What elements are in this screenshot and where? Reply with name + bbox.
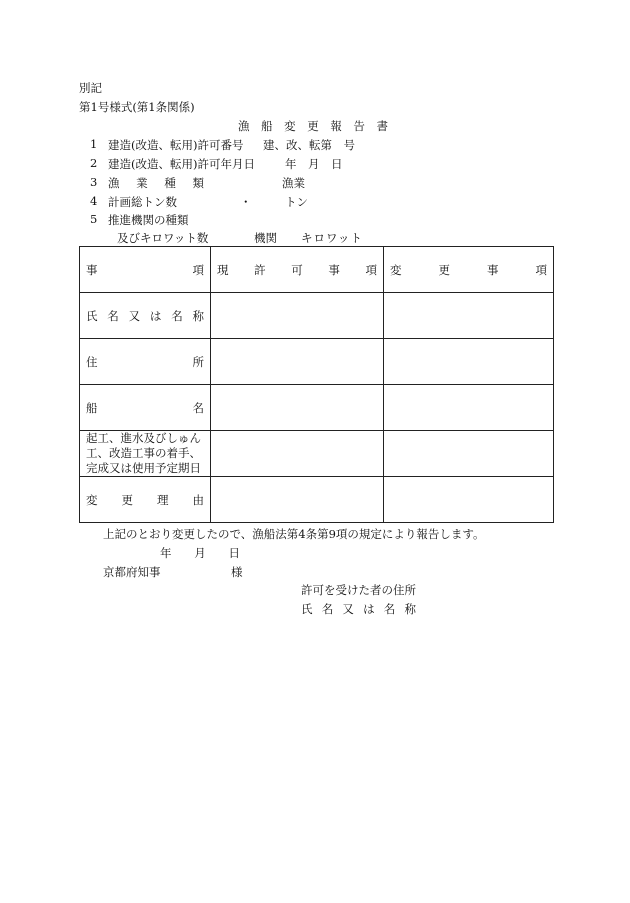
name-char: 氏 — [301, 602, 313, 616]
name-char: 又 — [342, 602, 354, 616]
change-cell[interactable] — [384, 431, 554, 477]
label-char: 名 — [107, 308, 119, 323]
applicant-name-label — [301, 601, 416, 617]
row-label-name — [80, 293, 211, 339]
table-row — [80, 339, 554, 385]
label-char: 又 — [128, 308, 141, 323]
header-char: 事 — [487, 262, 499, 277]
addressee: 京都府知事 — [103, 565, 161, 579]
title-char: 変 — [284, 119, 296, 133]
header-char: 現 — [217, 262, 229, 277]
item-number: 2 — [90, 156, 98, 170]
name-char: は — [363, 602, 375, 616]
fishery-type-label — [108, 175, 204, 191]
label-char: 類 — [192, 176, 204, 190]
title-char: 書 — [376, 119, 388, 133]
item-number: 1 — [90, 137, 98, 151]
report-statement: 上記のとおり変更したので、漁船法第4条第9項の規定により報告します。 — [103, 527, 485, 541]
label-char: 所 — [192, 354, 204, 369]
honorific: 様 — [231, 565, 243, 579]
row-label-reason — [80, 477, 211, 523]
decimal-dot: ・ — [240, 195, 252, 209]
label-char: 由 — [192, 492, 204, 507]
label-char: は — [149, 308, 162, 323]
change-cell[interactable] — [384, 293, 554, 339]
title-char: 報 — [330, 119, 342, 133]
label-char: 業 — [136, 176, 148, 190]
item-number: 3 — [90, 175, 98, 189]
name-char: 名 — [321, 602, 334, 616]
document-title — [238, 118, 388, 134]
permit-date-value: 年 月 日 — [285, 157, 343, 171]
permit-date-label: 建造(改造、転用)許可年月日 — [108, 157, 255, 171]
label-char: 更 — [121, 492, 133, 507]
label-char: 住 — [86, 354, 98, 369]
label-char: 名 — [192, 400, 204, 415]
table-row — [80, 431, 554, 477]
row-label-vessel-name — [80, 385, 211, 431]
current-permit-cell[interactable] — [211, 431, 384, 477]
label-char: 理 — [157, 492, 169, 507]
change-form-table — [79, 246, 554, 523]
header-char: 事 — [86, 262, 98, 277]
header-char: 変 — [390, 262, 402, 277]
label-char: 漁 — [108, 176, 120, 190]
name-char: 名 — [383, 602, 396, 616]
table-row — [80, 477, 554, 523]
title-char: 告 — [353, 119, 365, 133]
engine-unit: 機関 — [254, 231, 277, 245]
title-char: 船 — [261, 119, 273, 133]
label-char: 氏 — [86, 308, 98, 323]
tonnage-unit: トン — [285, 195, 308, 209]
header-char: 項 — [365, 262, 377, 277]
item-number: 5 — [90, 212, 98, 226]
header-item — [80, 247, 211, 293]
header-changes — [384, 247, 554, 293]
kilowatt-label: 及びキロワット数 — [117, 231, 209, 245]
change-cell[interactable] — [384, 385, 554, 431]
form-number: 第1号様式(第1条関係) — [79, 100, 195, 114]
permit-number-label: 建造(改造、転用)許可番号 — [108, 138, 244, 152]
row-label-schedule — [80, 431, 211, 477]
report-date — [160, 545, 240, 561]
header-char: 更 — [438, 262, 450, 277]
label-char: 変 — [86, 492, 98, 507]
gross-tonnage-label: 計画総トン数 — [108, 195, 177, 209]
label-char: 称 — [192, 308, 204, 323]
current-permit-cell[interactable] — [211, 293, 384, 339]
label-char: 船 — [86, 400, 98, 415]
current-permit-cell[interactable] — [211, 339, 384, 385]
change-cell[interactable] — [384, 477, 554, 523]
label-char: 種 — [164, 176, 176, 190]
item-number: 4 — [90, 194, 98, 208]
title-char: 漁 — [238, 119, 250, 133]
current-permit-cell[interactable] — [211, 477, 384, 523]
header-char: 項 — [535, 262, 547, 277]
date-char: 月 — [194, 546, 206, 560]
header-char: 項 — [192, 262, 204, 277]
engine-type-label: 推進機関の種類 — [108, 213, 189, 227]
kilowatt-unit: キロワット — [301, 231, 363, 245]
header-char: 事 — [328, 262, 340, 277]
annex-label: 別記 — [79, 81, 102, 95]
change-cell[interactable] — [384, 339, 554, 385]
header-current-permit — [211, 247, 384, 293]
title-char: 更 — [307, 119, 319, 133]
fishery-type-value: 漁業 — [282, 176, 305, 190]
label-char: 名 — [171, 308, 183, 323]
name-char: 称 — [404, 602, 416, 616]
permit-number-value: 建、改、転第 号 — [263, 138, 355, 152]
table-row — [80, 385, 554, 431]
current-permit-cell[interactable] — [211, 385, 384, 431]
date-char: 日 — [228, 546, 240, 560]
date-char: 年 — [160, 546, 172, 560]
applicant-address-label: 許可を受けた者の住所 — [301, 583, 416, 597]
header-char: 許 — [254, 262, 266, 277]
header-char: 可 — [291, 262, 303, 277]
table-row — [80, 293, 554, 339]
schedule-label-text: 起工、進水及びしゅん工、改造工事の着手、完成又は使用予定期日 — [86, 431, 201, 475]
row-label-address — [80, 339, 211, 385]
table-header-row — [80, 247, 554, 293]
